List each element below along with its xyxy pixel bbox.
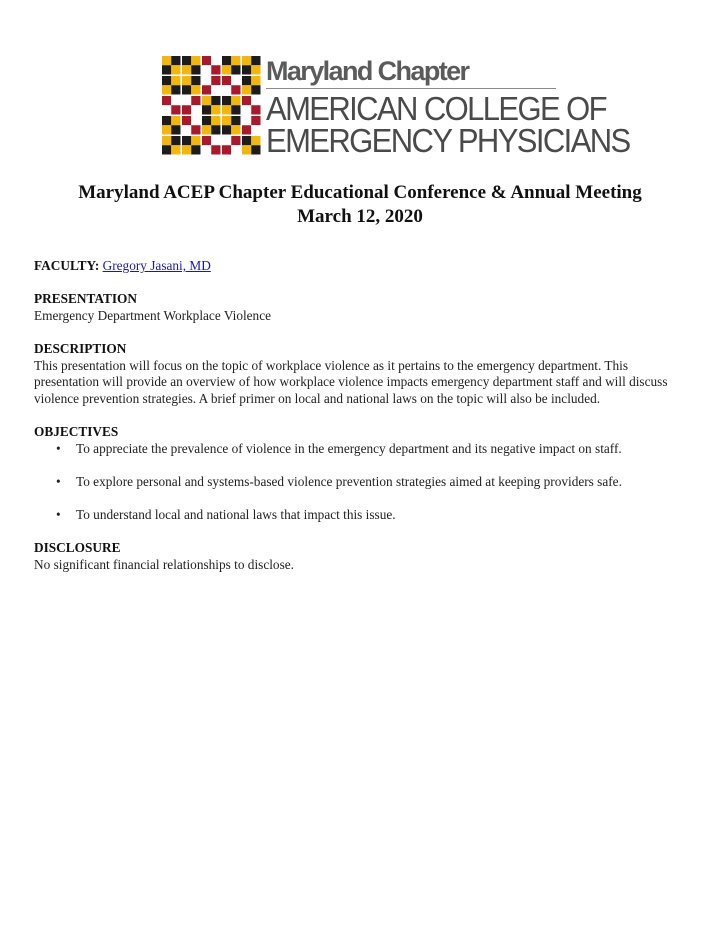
maryland-flag-mosaic-icon: [162, 56, 262, 156]
mosaic-tile: [222, 116, 241, 135]
mosaic-tile: [202, 56, 221, 75]
logo-wordmark: [266, 56, 630, 160]
mosaic-tile: [202, 136, 221, 155]
objective-item: [34, 507, 684, 524]
faculty-label: FACULTY:: [34, 258, 100, 273]
mosaic-tile: [222, 76, 241, 95]
mosaic-tile: [202, 76, 221, 95]
mosaic-tile: [202, 96, 221, 115]
maryland-acep-logo: [162, 56, 630, 160]
mosaic-tile: [222, 56, 241, 75]
bullet-icon: •: [56, 440, 61, 456]
faculty-section: [34, 258, 684, 275]
mosaic-tile: [182, 96, 201, 115]
mosaic-tile: [222, 96, 241, 115]
description-label: DESCRIPTION: [34, 340, 127, 356]
mosaic-tile: [242, 136, 261, 155]
document-body: [34, 258, 684, 573]
logo-physicians-text: EMERGENCY PHYSICIANS: [266, 121, 630, 160]
description-text: This presentation will focus on the topic of workplace violence as it pertains to the emergency department. This presentation will provide an overview of how workplace violence impacts emergency department staff and will discuss violence prevention strategies. A brief primer on local and national laws on the topic will also be included.: [34, 357, 668, 406]
bullet-icon: •: [56, 506, 61, 522]
mosaic-tile: [182, 76, 201, 95]
mosaic-tile: [162, 136, 181, 155]
mosaic-tile: [182, 116, 201, 135]
presentation-section: [34, 291, 684, 324]
logo-college-text: AMERICAN COLLEGE OF: [266, 89, 606, 128]
objective-text: To appreciate the prevalence of violence in the emergency department and its negative impact on staff.: [76, 440, 622, 456]
mosaic-tile: [242, 76, 261, 95]
mosaic-tile: [162, 76, 181, 95]
title-line-1: Maryland ACEP Chapter Educational Conference & Annual Meeting: [78, 182, 642, 203]
mosaic-tile: [242, 56, 261, 75]
mosaic-tile: [242, 116, 261, 135]
objective-text: To explore personal and systems-based violence prevention strategies aimed at keeping providers safe.: [76, 473, 622, 489]
objectives-list: [34, 441, 684, 524]
disclosure-label: DISCLOSURE: [34, 540, 121, 556]
mosaic-tile: [182, 56, 201, 75]
mosaic-tile: [222, 136, 241, 155]
mosaic-tile: [242, 96, 261, 115]
title-line-2: March 12, 2020: [297, 206, 423, 227]
faculty-name-link[interactable]: Gregory Jasani, MD: [102, 258, 211, 273]
presentation-label: PRESENTATION: [34, 291, 137, 307]
objective-item: [34, 441, 684, 458]
disclosure-text: No significant financial relationships to disclose.: [34, 556, 294, 572]
disclosure-section: [34, 540, 684, 573]
objectives-section: [34, 424, 684, 524]
mosaic-tile: [202, 116, 221, 135]
objectives-label: OBJECTIVES: [34, 423, 119, 439]
mosaic-tile: [162, 96, 181, 115]
bullet-icon: •: [56, 473, 61, 489]
page-title: [0, 181, 720, 229]
mosaic-tile: [162, 116, 181, 135]
mosaic-tile: [162, 56, 181, 75]
objective-text: To understand local and national laws that impact this issue.: [76, 506, 396, 522]
description-section: [34, 341, 684, 407]
objective-item: [34, 474, 684, 491]
logo-chapter-text: Maryland Chapter: [266, 56, 469, 86]
mosaic-tile: [182, 136, 201, 155]
presentation-title: Emergency Department Workplace Violence: [34, 307, 272, 323]
